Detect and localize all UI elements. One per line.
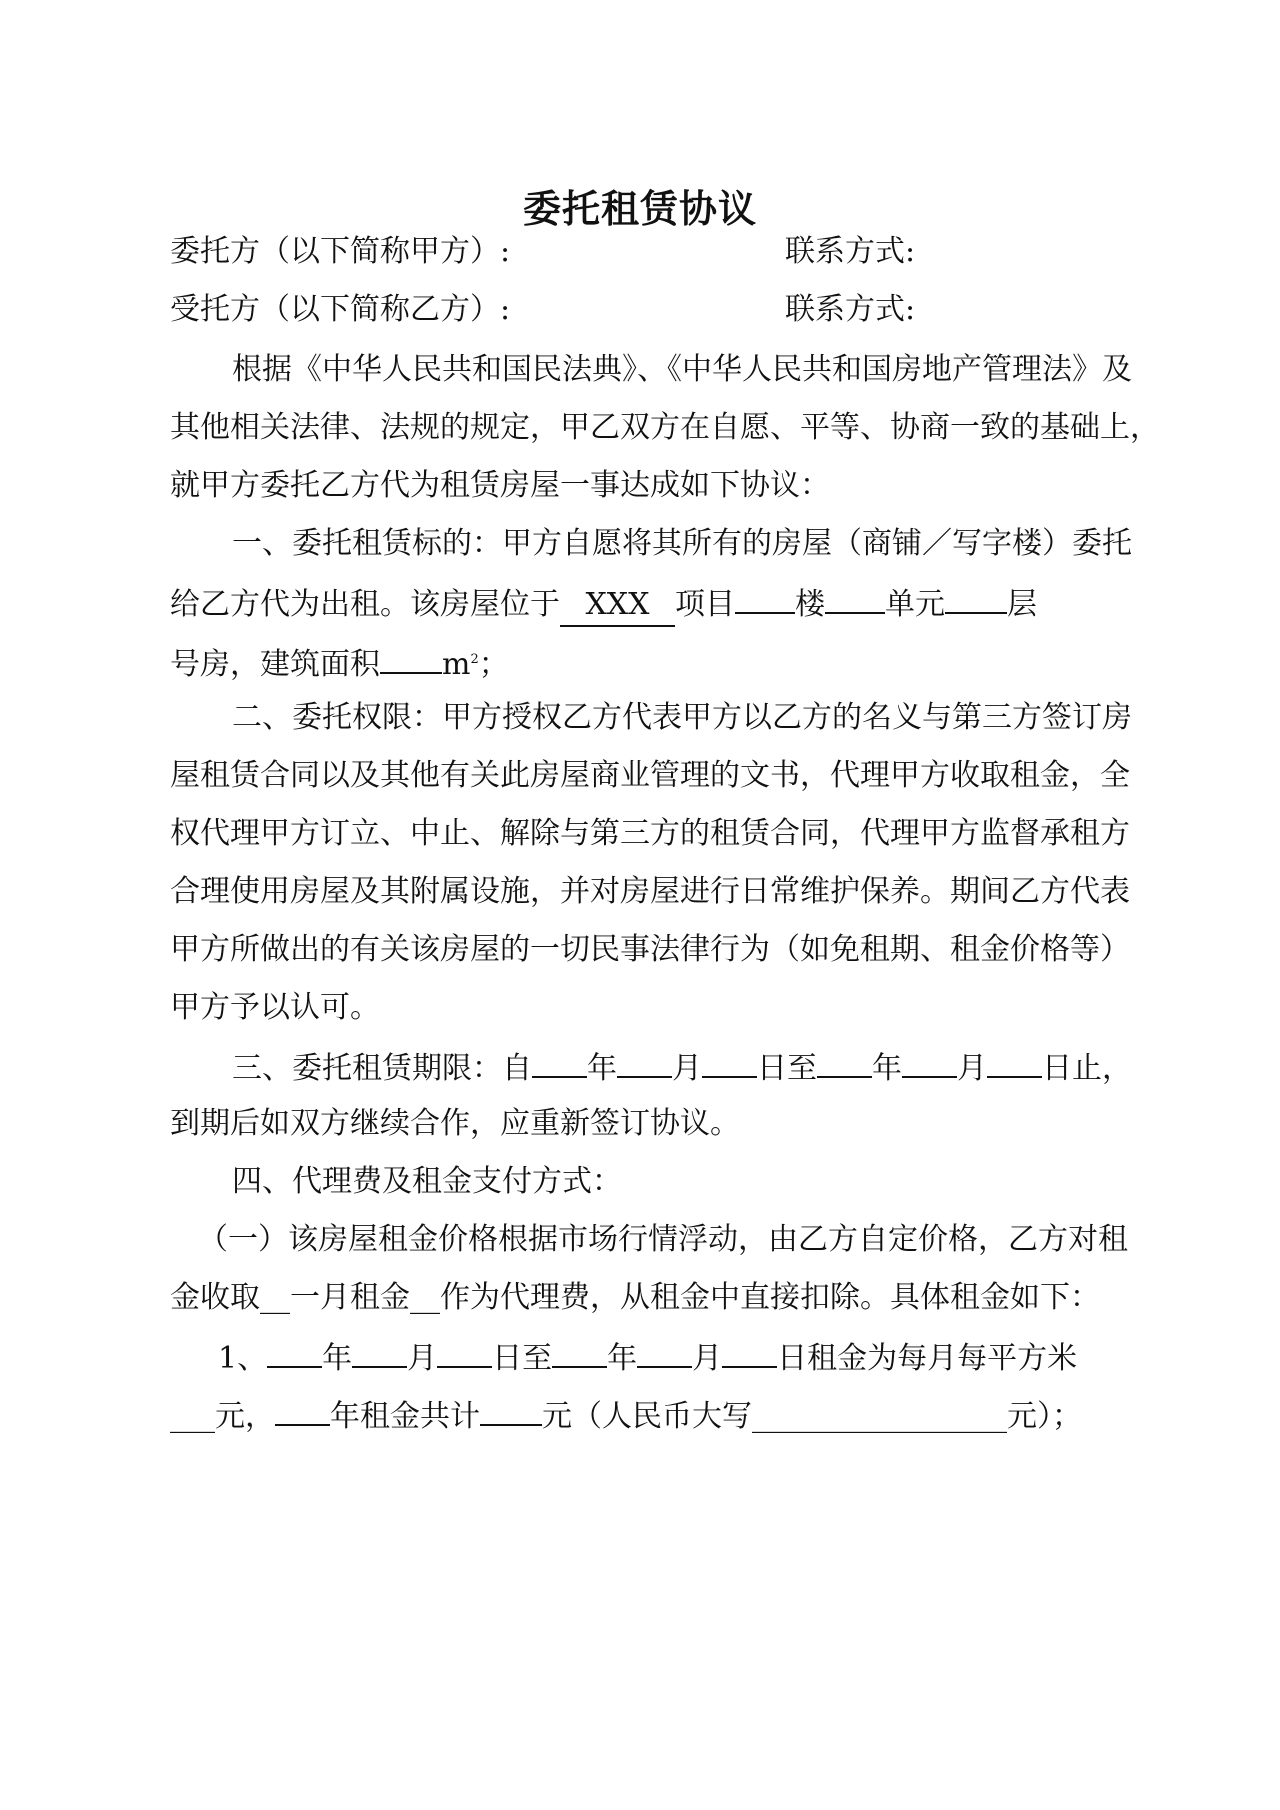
item1-end-month-blank — [637, 1336, 692, 1368]
clause2-line-5: 甲方所做出的有关该房屋的一切民事法律行为（如免租期、租金价格等） — [170, 932, 1130, 967]
item1-number: 1、 — [218, 1341, 268, 1376]
clause3-line-1 — [232, 1046, 1182, 1089]
party-b-label: 受托方（以下简称乙方）: — [170, 292, 511, 327]
clause1-line-2 — [170, 582, 1120, 627]
item1-start-day-label: 日至 — [492, 1341, 553, 1376]
term-label: 三、委托租赁期限：自 — [232, 1051, 532, 1086]
floor-label: 层 — [1007, 587, 1037, 622]
preamble-line-2: 其他相关法律、法规的规定，甲乙双方在自愿、平等、协商一致的基础上， — [170, 410, 1160, 445]
building-blank — [735, 582, 795, 614]
rmb-caps-field: _________________ — [752, 1399, 1007, 1434]
start-day-blank — [702, 1046, 757, 1078]
fee-label: 金收取 — [170, 1280, 260, 1315]
clause4-sub1-line-1: （一）该房屋租金价格根据市场行情浮动，由乙方自定价格，乙方对租 — [198, 1222, 1128, 1257]
unit-label: 单元 — [885, 587, 945, 622]
clause1-line-3 — [170, 640, 1120, 685]
item1-rent-label: 日租金为每月每平方米 — [777, 1341, 1078, 1376]
clause4-item1-line-2 — [170, 1394, 1120, 1437]
item1-end-year-blank — [552, 1336, 607, 1368]
end-year-blank — [817, 1046, 872, 1078]
preamble-line-1: 根据《中华人民共和国民法典》、《中华人民共和国房地产管理法》及 — [232, 352, 1132, 387]
clause2-line-3: 权代理甲方订立、中止、解除与第三方的租赁合同，代理甲方监督承租方 — [170, 816, 1130, 851]
party-a-row — [170, 232, 1120, 272]
fee-description: 作为代理费，从租金中直接扣除。具体租金如下： — [440, 1280, 1100, 1315]
item1-end-month-label: 月 — [692, 1341, 723, 1376]
clause1-location-label: 给乙方代为出租。该房屋位于 — [170, 587, 560, 622]
clause2-line-4: 合理使用房屋及其附属设施，并对房屋进行日常维护保养。期间乙方代表 — [170, 874, 1130, 909]
clause4-heading: 四、代理费及租金支付方式： — [232, 1164, 622, 1199]
party-a-contact: 联系方式: — [785, 234, 916, 269]
item1-end-year-label: 年 — [607, 1341, 638, 1376]
clause1-line-1: 一、委托租赁标的：甲方自愿将其所有的房屋（商铺／写字楼）委托 — [232, 526, 1132, 561]
clause2-line-1: 二、委托权限：甲方授权乙方代表甲方以乙方的名义与第三方签订房 — [232, 700, 1132, 735]
item1-start-month-blank — [352, 1336, 407, 1368]
item1-start-year-label: 年 — [322, 1341, 353, 1376]
unit-price-field: ___ — [170, 1399, 215, 1434]
area-label: 号房，建筑面积 — [170, 647, 380, 682]
clause2-line-2: 屋租赁合同以及其他有关此房屋商业管理的文书，代理甲方收取租金，全 — [170, 758, 1130, 793]
party-b-row — [170, 290, 1120, 330]
area-unit-superscript: 2 — [470, 652, 479, 667]
end-month-label: 月 — [957, 1051, 987, 1086]
end-day-blank — [987, 1046, 1042, 1078]
clause4-item1-line-1 — [218, 1336, 1168, 1379]
rmb-caps-end: 元）； — [1007, 1399, 1082, 1434]
item1-start-month-label: 月 — [407, 1341, 438, 1376]
area-unit: m — [442, 647, 471, 682]
end-year-label: 年 — [872, 1051, 902, 1086]
end-month-blank — [902, 1046, 957, 1078]
party-b-contact: 联系方式: — [785, 292, 916, 327]
document-title: 委托租赁协议 — [522, 186, 757, 231]
start-month-label: 月 — [672, 1051, 702, 1086]
agency-fee-field: __一月租金__ — [260, 1280, 440, 1315]
party-a-label: 委托方（以下简称甲方）: — [170, 234, 511, 269]
start-month-blank — [617, 1046, 672, 1078]
unit-blank — [825, 582, 885, 614]
item1-start-year-blank — [267, 1336, 322, 1368]
start-year-blank — [532, 1046, 587, 1078]
clause4-sub1-line-2 — [170, 1278, 1120, 1318]
rent-year-blank — [275, 1394, 330, 1426]
clause1-end: ； — [478, 647, 509, 682]
end-day-label: 日止， — [1042, 1051, 1132, 1086]
total-rent-label: 年租金共计 — [330, 1399, 480, 1434]
floor-blank — [945, 582, 1007, 614]
area-blank — [380, 642, 442, 674]
rmb-caps-label: 元（人民币大写 — [542, 1399, 752, 1434]
unit-price-label: 元， — [215, 1399, 275, 1434]
project-label: 项目 — [675, 587, 735, 622]
clause2-line-6: 甲方予以认可。 — [170, 990, 380, 1025]
start-day-label: 日至 — [757, 1051, 817, 1086]
project-name-field: XXX — [560, 585, 675, 627]
item1-start-day-blank — [437, 1336, 492, 1368]
preamble-line-3: 就甲方委托乙方代为租赁房屋一事达成如下协议： — [170, 468, 830, 503]
building-label: 楼 — [795, 587, 825, 622]
clause3-line-2: 到期后如双方继续合作，应重新签订协议。 — [170, 1106, 740, 1141]
item1-end-day-blank — [722, 1336, 777, 1368]
total-rent-blank — [480, 1394, 542, 1426]
start-year-label: 年 — [587, 1051, 617, 1086]
